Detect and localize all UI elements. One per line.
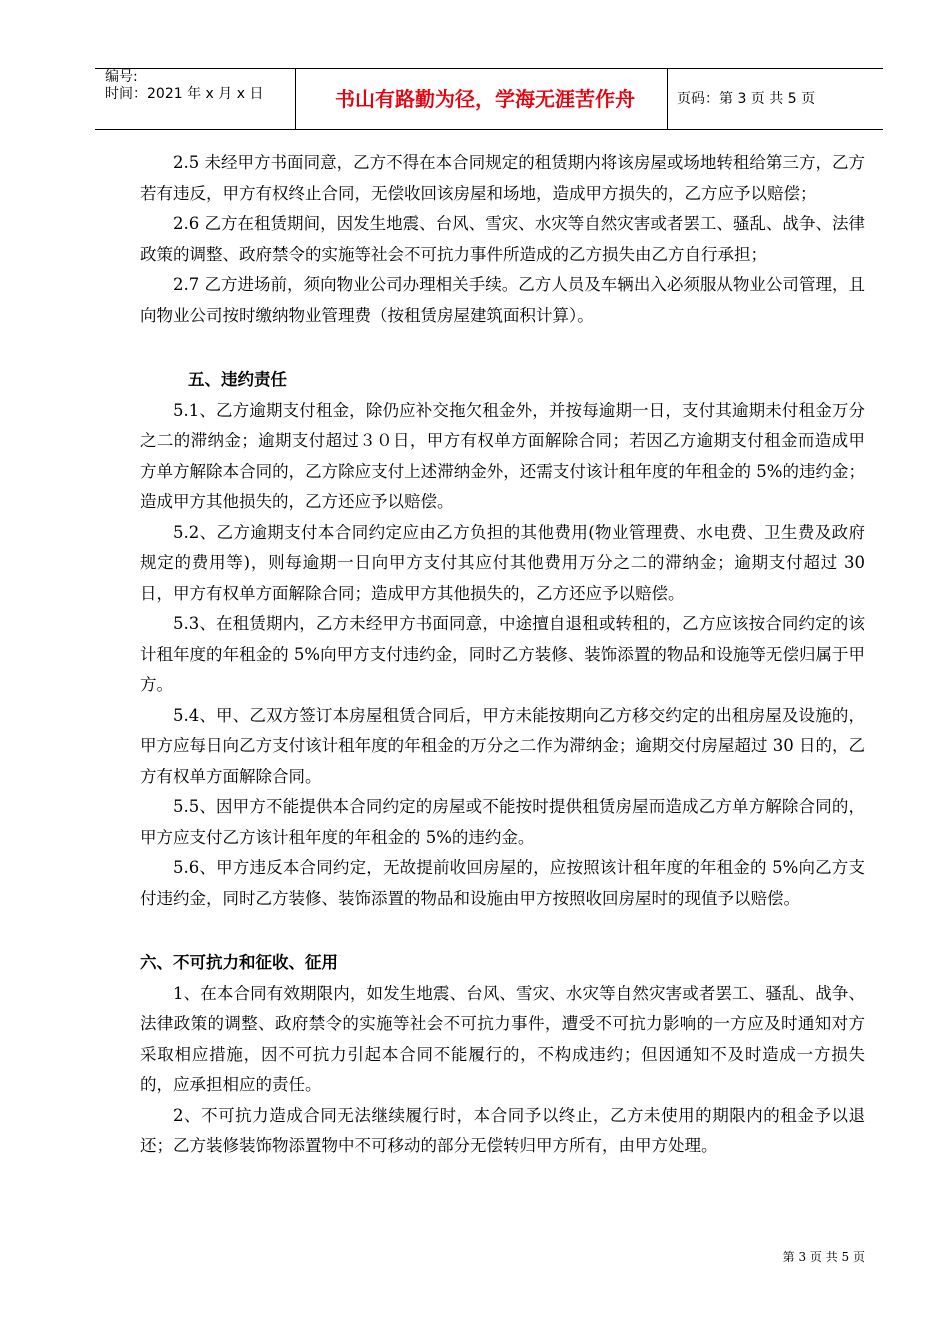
header-motto: 书山有路勤为径，学海无涯苦作舟	[335, 87, 635, 111]
clause-5-1: 5.1、乙方逾期支付租金，除仍应补交拖欠租金外，并按每逾期一日，支付其逾期未付租金万分之二的滞纳金；逾期支付超过３０日，甲方有权单方面解除合同；若因乙方逾期支付租金而造成甲方单方解除本合同的，乙方除应支付上述滞纳金外，还需支付该计租年度的年租金的 5%的违约金；造成甲方其他损失的，乙方还应予以赔偿。	[140, 400, 865, 511]
section-gap	[140, 331, 865, 365]
header-divider	[667, 69, 668, 129]
clause-5-3: 5.3、在租赁期内，乙方未经甲方书面同意，中途擅自退租或转租的，乙方应该按合同约定的该计租年度的年租金的 5%向甲方支付违约金，同时乙方装修、装饰添置的物品和设施等无偿归属于甲方。	[140, 614, 865, 694]
header-page-number: 页码：第 3 页 共 5 页	[677, 91, 816, 107]
section-gap	[140, 914, 865, 948]
section-5-title: 五、违约责任	[188, 370, 287, 389]
clause-5-5: 5.5、因甲方不能提供本合同约定的房屋或不能按时提供租赁房屋而造成乙方单方解除合同的，甲方应支付乙方该计租年度的年租金的 5%的违约金。	[140, 797, 865, 847]
header-divider	[295, 69, 296, 129]
serial-label: 编号:	[105, 69, 138, 85]
document-body	[140, 148, 865, 1162]
clause-5-2: 5.2、乙方逾期支付本合同约定应由乙方负担的其他费用(物业管理费、水电费、卫生费及政府规定的费用等)，则每逾期一日向甲方支付其应付其他费用万分之二的滞纳金；逾期支付超过 30 日，甲方有权单方面解除合同；造成甲方其他损失的，乙方还应予以赔偿。	[140, 522, 865, 603]
clause-6-2: 2、不可抗力造成合同无法继续履行时，本合同予以终止，乙方未使用的期限内的租金予以退还；乙方装修装饰物添置物中不可移动的部分无偿转归甲方所有，由甲方处理。	[140, 1105, 865, 1155]
clause-5-4: 5.4、甲、乙双方签订本房屋租赁合同后，甲方未能按期向乙方移交约定的出租房屋及设施的，甲方应每日向乙方支付该计租年度的年租金的万分之二作为滞纳金；逾期交付房屋超过 30 日的，乙方有权单方面解除合同。	[140, 705, 865, 786]
time-label: 时间：2021 年 x 月 x 日	[105, 86, 264, 102]
header-meta	[105, 69, 290, 103]
footer-page-number: 第 3 页 共 5 页	[782, 1250, 865, 1264]
clause-2-5: 2.5 未经甲方书面同意，乙方不得在本合同规定的租赁期内将该房屋或场地转租给第三方，乙方若有违反，甲方有权终止合同，无偿收回该房屋和场地，造成甲方损失的，乙方应予以赔偿；	[140, 153, 865, 203]
page-header	[95, 68, 883, 130]
clause-2-6: 2.6 乙方在租赁期间，因发生地震、台风、雪灾、水灾等自然灾害或者罢工、骚乱、战争、法律政策的调整、政府禁令的实施等社会不可抗力事件所造成的乙方损失由乙方自行承担；	[140, 214, 865, 264]
clause-2-7: 2.7 乙方进场前，须向物业公司办理相关手续。乙方人员及车辆出入必须服从物业公司管理，且向物业公司按时缴纳物业管理费（按租赁房屋建筑面积计算）。	[140, 275, 865, 325]
clause-6-1: 1、在本合同有效期限内，如发生地震、台风、雪灾、水灾等自然灾害或者罢工、骚乱、战争、法律政策的调整、政府禁令的实施等社会不可抗力事件，遭受不可抗力影响的一方应及时通知对方采取相应措施，因不可抗力引起本合同不能履行的，不构成违约；但因通知不及时造成一方损失的，应承担相应的责任。	[140, 983, 865, 1094]
clause-5-6: 5.6、甲方违反本合同约定，无故提前收回房屋的，应按照该计租年度的年租金的 5%向乙方支付违约金，同时乙方装修、装饰添置的物品和设施由甲方按照收回房屋时的现值予以赔偿。	[140, 858, 865, 908]
section-6-title: 六、不可抗力和征收、征用	[140, 953, 338, 972]
